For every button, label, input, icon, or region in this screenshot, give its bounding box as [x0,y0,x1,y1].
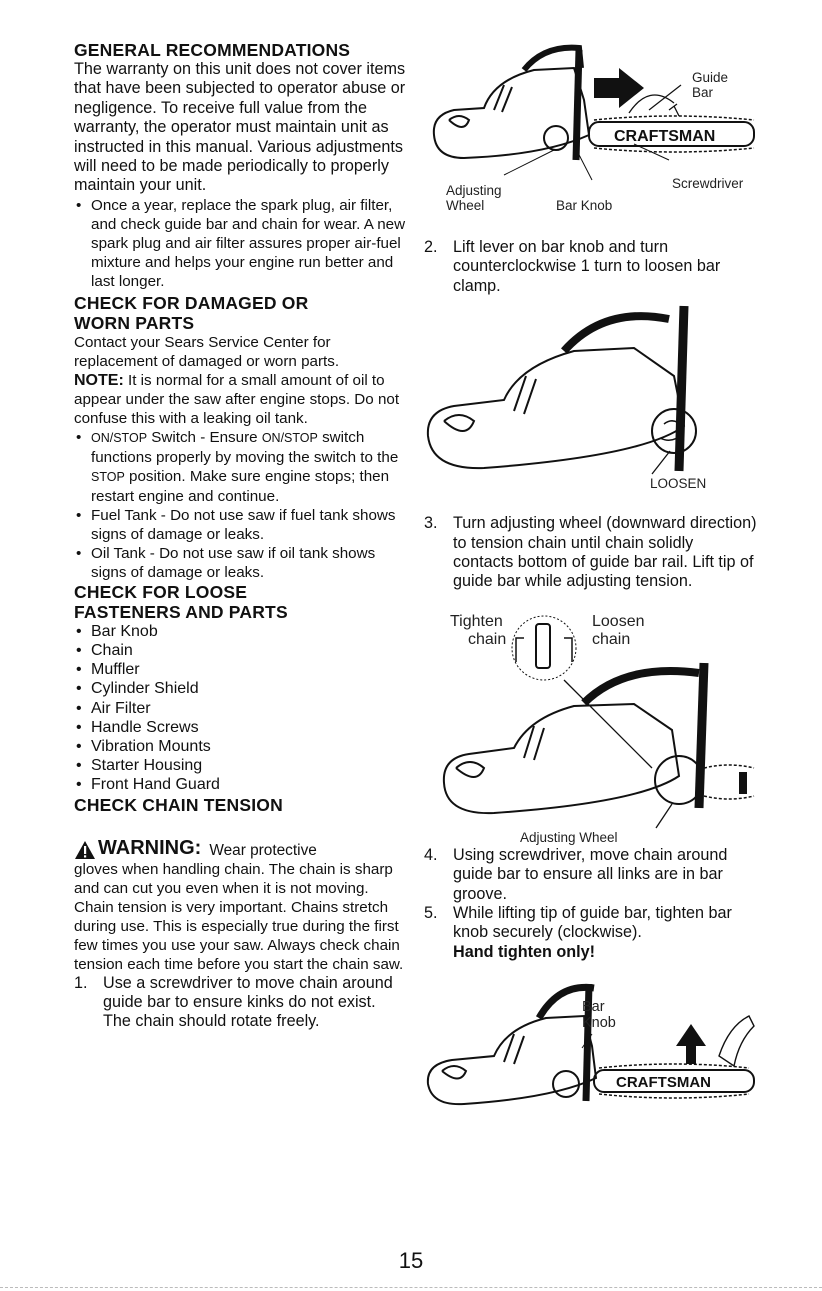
tension-steps [74,974,406,1032]
page-number: 15 [398,1248,424,1273]
arrow-icon [594,68,644,108]
label-bar: Bar [582,999,605,1016]
list-item: • Fuel Tank - Do not use saw if fuel tank shows signs of damage or leaks. [74,506,406,544]
list-item: • Muffler [74,660,406,679]
list-item: 4. Using screwdriver, move chain around guide bar to ensure all links are in bar groove. [424,845,728,903]
list-item: 1. Use a screwdriver to move chain around guide bar to ensure kinks do not exist. The chain should rotate freely. [74,973,393,1031]
chainsaw-knob-illustration [424,296,758,514]
list-item: • Front Hand Guard [74,775,406,794]
figure-loosen [424,296,758,514]
label-loosen: LOOSEN [650,476,707,492]
brand-logo: CRAFTSMAN [614,128,716,145]
label-tighten-chain: chain [468,630,507,648]
list-item: • Starter Housing [74,756,406,775]
arrow-up-icon [676,1024,706,1064]
list-item: • Oil Tank - Do not use saw if oil tank shows signs of damage or leaks. [74,544,406,582]
list-item: • Once a year, replace the spark plug, air filter, and check guide bar and chain for wear. A new spark plug and air filter assures proper air-fuel mixture and helps your engine run better and last longer. [74,196,406,291]
list-item: • Chain [74,641,406,660]
damaged-bullets [74,428,406,582]
label-bar: Bar [692,85,714,100]
list-item: • Cylinder Shield [74,679,406,698]
damaged-heading: CHECK FOR DAMAGED OR WORN PARTS [74,292,309,333]
general-body: The warranty on this unit does not cover items that have been subjected to operator abuse or negligence. To receive full value from the warranty, the operator must maintain unit as instructed in this manual. Various adjustments will need to be made periodically to properly maintain your unit. [74,60,406,195]
warning-body: gloves when handling chain. The chain is sharp and can cut you even when it is not moving. [74,860,393,897]
bar-knob-illustration [424,966,758,1116]
label-bar-knob: Bar Knob [556,198,613,213]
warning-tail: Wear protective [209,841,317,859]
bottom-rule [0,1287,822,1288]
label-loosen: Loosen [592,612,645,630]
figure-guide-bar [424,40,758,220]
tension-heading: CHECK CHAIN TENSION [74,794,283,815]
tension-body: Chain tension is very important. Chains stretch during use. This is especially true during the first few times you use your saw. Always check chain tension each time before you start the chain saw. [74,898,404,973]
loose-heading: CHECK FOR LOOSE FASTENERS AND PARTS [74,581,288,622]
warning-triangle-icon [74,840,96,860]
label-knob: Knob [582,1015,616,1032]
loose-parts-list [74,622,406,795]
label-adjusting: Adjusting [446,183,502,198]
warning-line [74,837,406,860]
warning-label: WARNING: [98,836,202,859]
note-paragraph: NOTE: It is normal for a small amount of oil to appear under the saw after engine stops. Do not confuse this with a leaking oil tank. [74,371,400,427]
list-item: • Bar Knob [74,622,406,641]
list-item: • ON/STOP Switch - Ensure ON/STOP switch functions properly by moving the switch to the STOP position. Make sure engine stops; then restart engine and continue. [74,428,406,506]
general-heading: GENERAL RECOMMENDATIONS [74,40,351,60]
brand-logo: CRAFTSMAN [616,1074,711,1092]
label-adjusting-wheel: Adjusting Wheel [520,829,618,845]
label-screwdriver: Screwdriver [672,176,744,191]
list-item: • Air Filter [74,699,406,718]
label-wheel: Wheel [446,198,485,213]
hand-tighten-emphasis: Hand tighten only! [453,942,596,961]
list-item: 2. Lift lever on bar knob and turn counterclockwise 1 turn to loosen bar clamp. [424,238,721,295]
figure-bar-knob [424,966,758,1116]
left-column [74,40,406,1032]
label-tighten: Tighten [450,612,503,630]
general-bullets [74,196,406,291]
list-item: 3. Turn adjusting wheel (downward direction) to tension chain until chain solidly contacts bottom of guide bar rail. Lift tip of guide bar while adjusting tension. [424,514,757,591]
right-column [424,40,758,1116]
label-loosen-chain: chain [592,630,631,648]
figure-adjust-tension [424,608,758,846]
list-item: • Handle Screws [74,718,406,737]
list-item: 5. While lifting tip of guide bar, tighten bar knob securely (clockwise). Hand tighten only! [424,904,732,961]
note-label: NOTE: [74,371,124,389]
list-item: • Vibration Mounts [74,737,406,756]
damaged-body: Contact your Sears Service Center for replacement of damaged or worn parts. [74,333,340,370]
label-guide: Guide [692,70,729,85]
